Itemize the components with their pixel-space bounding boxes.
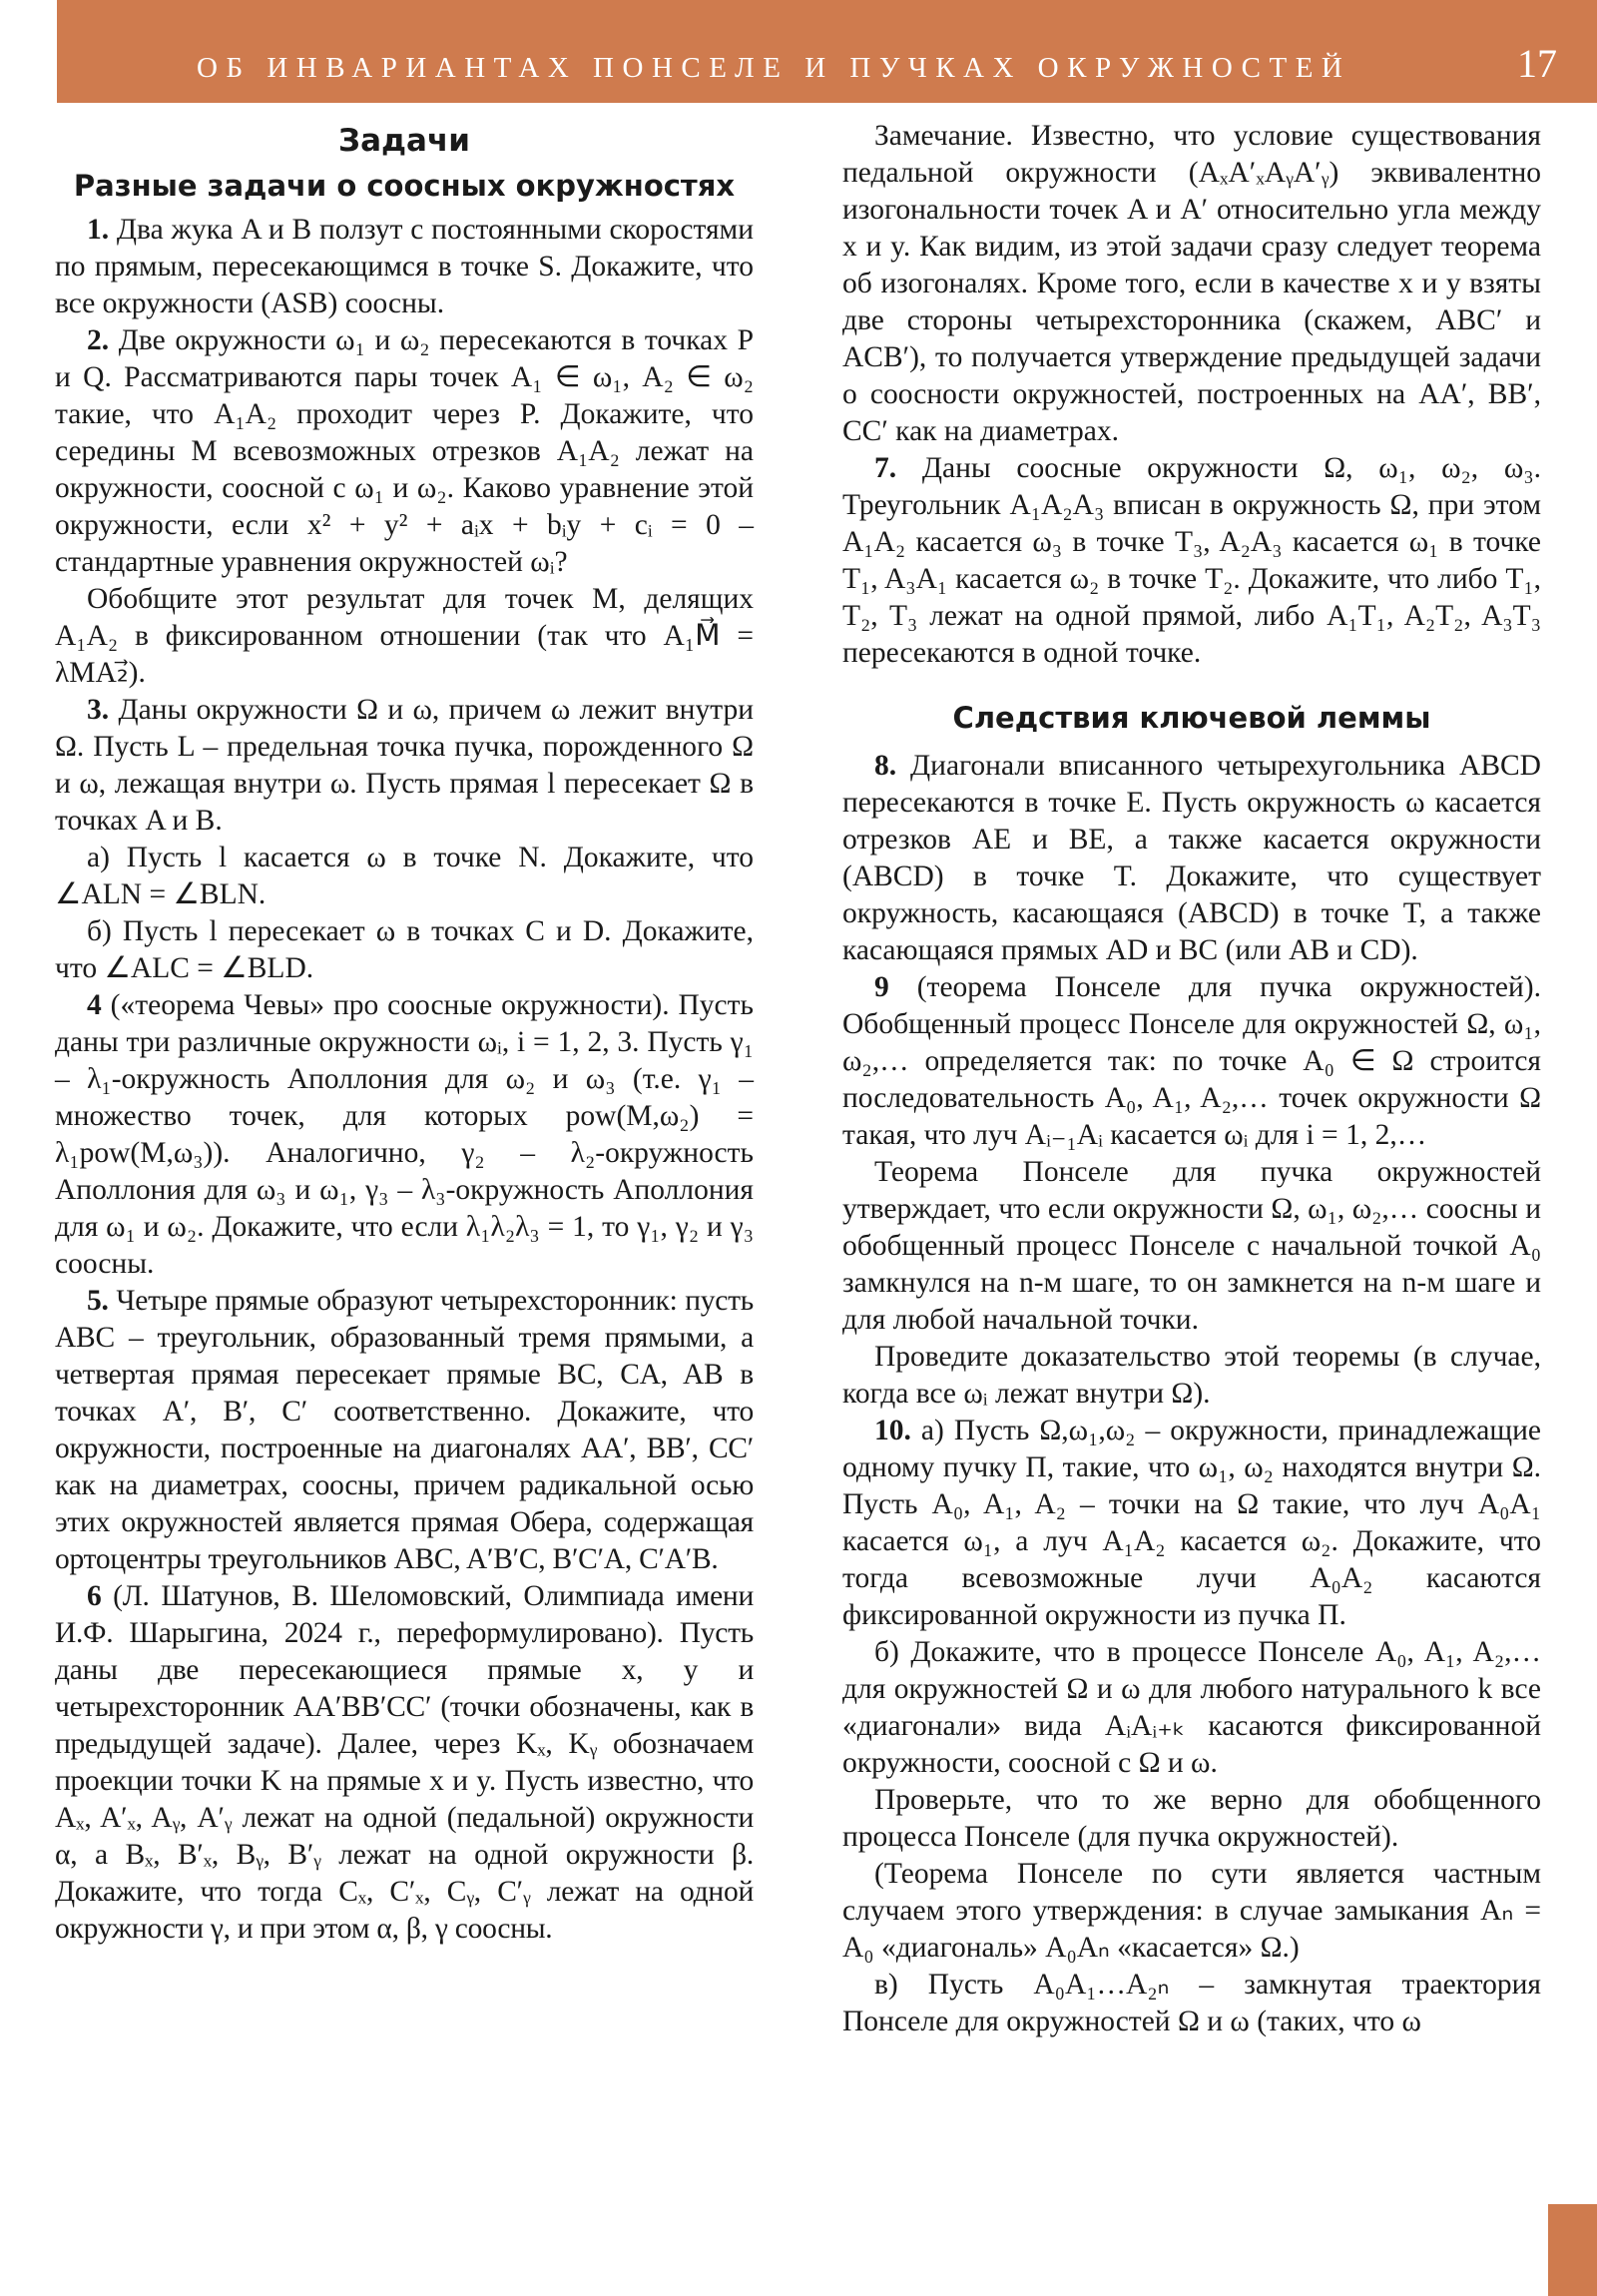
problem-2 [55, 322, 754, 581]
problem-text: (теорема Понселе для пучка окружностей). Обобщенный процесс Понселе для окружностей Ω, ω₁, ω₂,… определяется так: по точке A₀ ∈ Ω строится последовательность A₀, A₁, A₂,… точек окружности Ω такая, что луч Aᵢ₋₁Aᵢ касается ωᵢ для i = 1, 2,… [842, 971, 1541, 1151]
problem-3 [55, 692, 754, 840]
paragraph-text: б) Пусть l пересекает ω в точках C и D. Докажите, что ∠ALC = ∠BLD. [55, 915, 754, 984]
problem-6 [55, 1578, 754, 1948]
problem-number: 9 [874, 971, 889, 1003]
problem-10-check [842, 1782, 1541, 1856]
problem-7 [842, 450, 1541, 672]
problem-5 [55, 1283, 754, 1578]
problem-10-part-c [842, 1967, 1541, 2040]
problem-number: 4 [87, 989, 102, 1021]
problem-number: 6 [87, 1580, 102, 1612]
problem-text: а) Пусть Ω,ω₁,ω₂ – окружности, принадлежащие одному пучку Π, такие, что ω₁, ω₂ находятся внутри Ω. Пусть A₀, A₁, A₂ – точки на Ω такие, что луч A₀A₁ касается ω₁, а луч A₁A₂ касается ω₂. Докажите, что тогда всевозможные лучи A₀A₂ касаются фиксированной окружности из пучка Π. [842, 1415, 1541, 1631]
section-title-problems: Задачи [338, 123, 470, 159]
running-title: ОБ ИНВАРИАНТАХ ПОНСЕЛЕ И ПУЧКАХ ОКРУЖНОСТЕЙ [197, 52, 1351, 84]
problem-number: 10. [874, 1415, 911, 1446]
paragraph-text: Проведите доказательство этой теоремы (в случае, когда все ωᵢ лежат внутри Ω). [842, 1341, 1541, 1410]
paragraph-text: Обобщите этот результат для точек M, делящих A₁A₂ в фиксированном отношении (так что A₁M⃗ = λMA₂⃗). [55, 583, 754, 689]
side-tab [1548, 2204, 1597, 2296]
right-column [842, 118, 1541, 2040]
problem-number: 1. [87, 214, 110, 246]
running-header [57, 0, 1597, 103]
problem-number: 5. [87, 1285, 109, 1317]
problem-text: Два жука A и B ползут с постоянными скоростями по прямым, пересекающимся в точке S. Докажите, что все окружности (ASB) соосны. [55, 214, 754, 319]
problem-text: («теорема Чевы» про соосные окружности). Пусть даны три различные окружности ωᵢ, i = 1, 2, 3. Пусть γ₁ – λ₁-окружность Аполлония для ω₂ и ω₃ (т.е. γ₁ – множество точек, для которых pow(M,ω₂) = λ₁pow(M,ω₃)). Аналогично, γ₂ – λ₂-окружность Аполлония для ω₃ и ω₁, γ₃ – λ₃-окружность Аполлония для ω₁ и ω₂. Докажите, что если λ₁λ₂λ₃ = 1, то γ₁, γ₂ и γ₃ соосны. [55, 989, 754, 1280]
problem-10-note [842, 1856, 1541, 1967]
problem-text: Даны соосные окружности Ω, ω₁, ω₂, ω₃. Треугольник A₁A₂A₃ вписан в окружность Ω, при этом A₁A₂ касается ω₃ в точке T₃, A₂A₃ касается ω₁ в точке T₁, A₃A₁ касается ω₂ в точке T₂. Докажите, что либо T₁, T₂, T₃ лежат на одной прямой, либо A₁T₁, A₂T₂, A₃T₃ пересекаются в одной точке. [842, 452, 1541, 669]
left-column [55, 118, 754, 1948]
subsection-title-lemma: Следствия ключевой леммы [952, 701, 1431, 735]
problem-2-generalization [55, 581, 754, 692]
problem-9-task [842, 1339, 1541, 1413]
paragraph-text: б) Докажите, что в процессе Понселе A₀, A₁, A₂,… для окружностей Ω и ω для любого натурального k все «диагонали» вида AᵢAᵢ₊ₖ касаются фиксированной окружности, соосной с Ω и ω. [842, 1636, 1541, 1779]
paragraph-text: Проверьте, что то же верно для обобщенного процесса Понселе (для пучка окружностей). [842, 1784, 1541, 1853]
problem-10 [842, 1413, 1541, 1634]
paragraph-text: (Теорема Понселе по сути является частным случаем этого утверждения: в случае замыкания Aₙ = A₀ «диагональ» A₀Aₙ «касается» Ω.) [842, 1858, 1541, 1964]
page-number: 17 [1517, 41, 1557, 86]
problem-number: 3. [87, 694, 110, 726]
paragraph-text: Замечание. Известно, что условие существования педальной окружности (AₓA′ₓAᵧA′ᵧ) эквивалентно изогональности точек A и A′ относительно угла между x и y. Как видим, из этой задачи сразу следует теорема об изогоналях. Кроме того, если в качестве x и y взяты две стороны четырехсторонника (скажем, ABC′ и ACB′), то получается утверждение предыдущей задачи о соосности окружностей, построенных на AA′, BB′, CC′ как на диаметрах. [842, 120, 1541, 447]
problem-9 [842, 969, 1541, 1154]
problem-number: 2. [87, 324, 110, 356]
problem-text: Две окружности ω₁ и ω₂ пересекаются в точках P и Q. Рассматриваются пары точек A₁ ∈ ω₁, A₂ ∈ ω₂ такие, что A₁A₂ проходит через P. Докажите, что середины M всевозможных отрезков A₁A₂ лежат на окружности, соосной с ω₁ и ω₂. Каково уравнение этой окружности, если x² + y² + aᵢx + bᵢy + cᵢ = 0 – стандартные уравнения окружностей ωᵢ? [55, 324, 754, 578]
paragraph-text: а) Пусть l касается ω в точке N. Докажите, что ∠ALN = ∠BLN. [55, 842, 754, 910]
subsection-title-coaxial: Разные задачи о соосных окружностях [73, 169, 736, 203]
problem-9-theorem [842, 1154, 1541, 1339]
problem-number: 7. [874, 452, 897, 484]
problem-3-part-b [55, 913, 754, 987]
problem-text: Четыре прямые образуют четырехсторонник: пусть ABC – треугольник, образованный тремя прямыми, а четвертая прямая пересекает прямые BC, CA, AB в точках A′, B′, C′ соответственно. Докажите, что окружности, построенные на диагоналях AA′, BB′, CC′ как на диаметрах, соосны, причем радикальной осью этих окружностей является прямая Обера, содержащая ортоцентры треугольников ABC, A′B′C, B′C′A, C′A′B. [55, 1285, 754, 1575]
paragraph-text: в) Пусть A₀A₁…A₂ₙ – замкнутая траектория Понселе для окружностей Ω и ω (таких, что ω [842, 1969, 1541, 2037]
paragraph-text: Теорема Понселе для пучка окружностей утверждает, что если окружности Ω, ω₁, ω₂,… соосны и обобщенный процесс Понселе с начальной точкой A₀ замкнулся на n-м шаге, то он замкнется на n-м шаге и для любой начальной точки. [842, 1156, 1541, 1336]
problem-text: Даны окружности Ω и ω, причем ω лежит внутри Ω. Пусть L – предельная точка пучка, порожденного Ω и ω, лежащая внутри ω. Пусть прямая l пересекает Ω в точках A и B. [55, 694, 754, 837]
problem-text: (Л. Шатунов, В. Шеломовский, Олимпиада имени И.Ф. Шарыгина, 2024 г., переформулировано). Пусть даны две пересекающиеся прямые x, y и четырехсторонник AA′BB′CC′ (точки обозначены, как в предыдущей задаче). Далее, через Kₓ, Kᵧ обозначаем проекции точки K на прямые x и y. Пусть известно, что Aₓ, A′ₓ, Aᵧ, A′ᵧ лежат на одной (педальной) окружности α, а Bₓ, B′ₓ, Bᵧ, B′ᵧ лежат на одной окружности β. Докажите, что тогда Cₓ, C′ₓ, Cᵧ, C′ᵧ лежат на одной окружности γ, и при этом α, β, γ соосны. [55, 1580, 754, 1945]
problem-10-part-b [842, 1634, 1541, 1782]
problem-1 [55, 212, 754, 322]
problem-3-part-a [55, 840, 754, 913]
problem-4 [55, 987, 754, 1283]
problem-number: 8. [874, 750, 897, 782]
remark [842, 118, 1541, 450]
problem-text: Диагонали вписанного четырехугольника ABCD пересекаются в точке E. Пусть окружность ω касается отрезков AE и BE, а также касается окружности (ABCD) в точке T. Докажите, что существует окружность, касающаяся (ABCD) в точке T, а также касающаяся прямых AD и BC (или AB и CD). [842, 750, 1541, 966]
problem-8 [842, 748, 1541, 969]
